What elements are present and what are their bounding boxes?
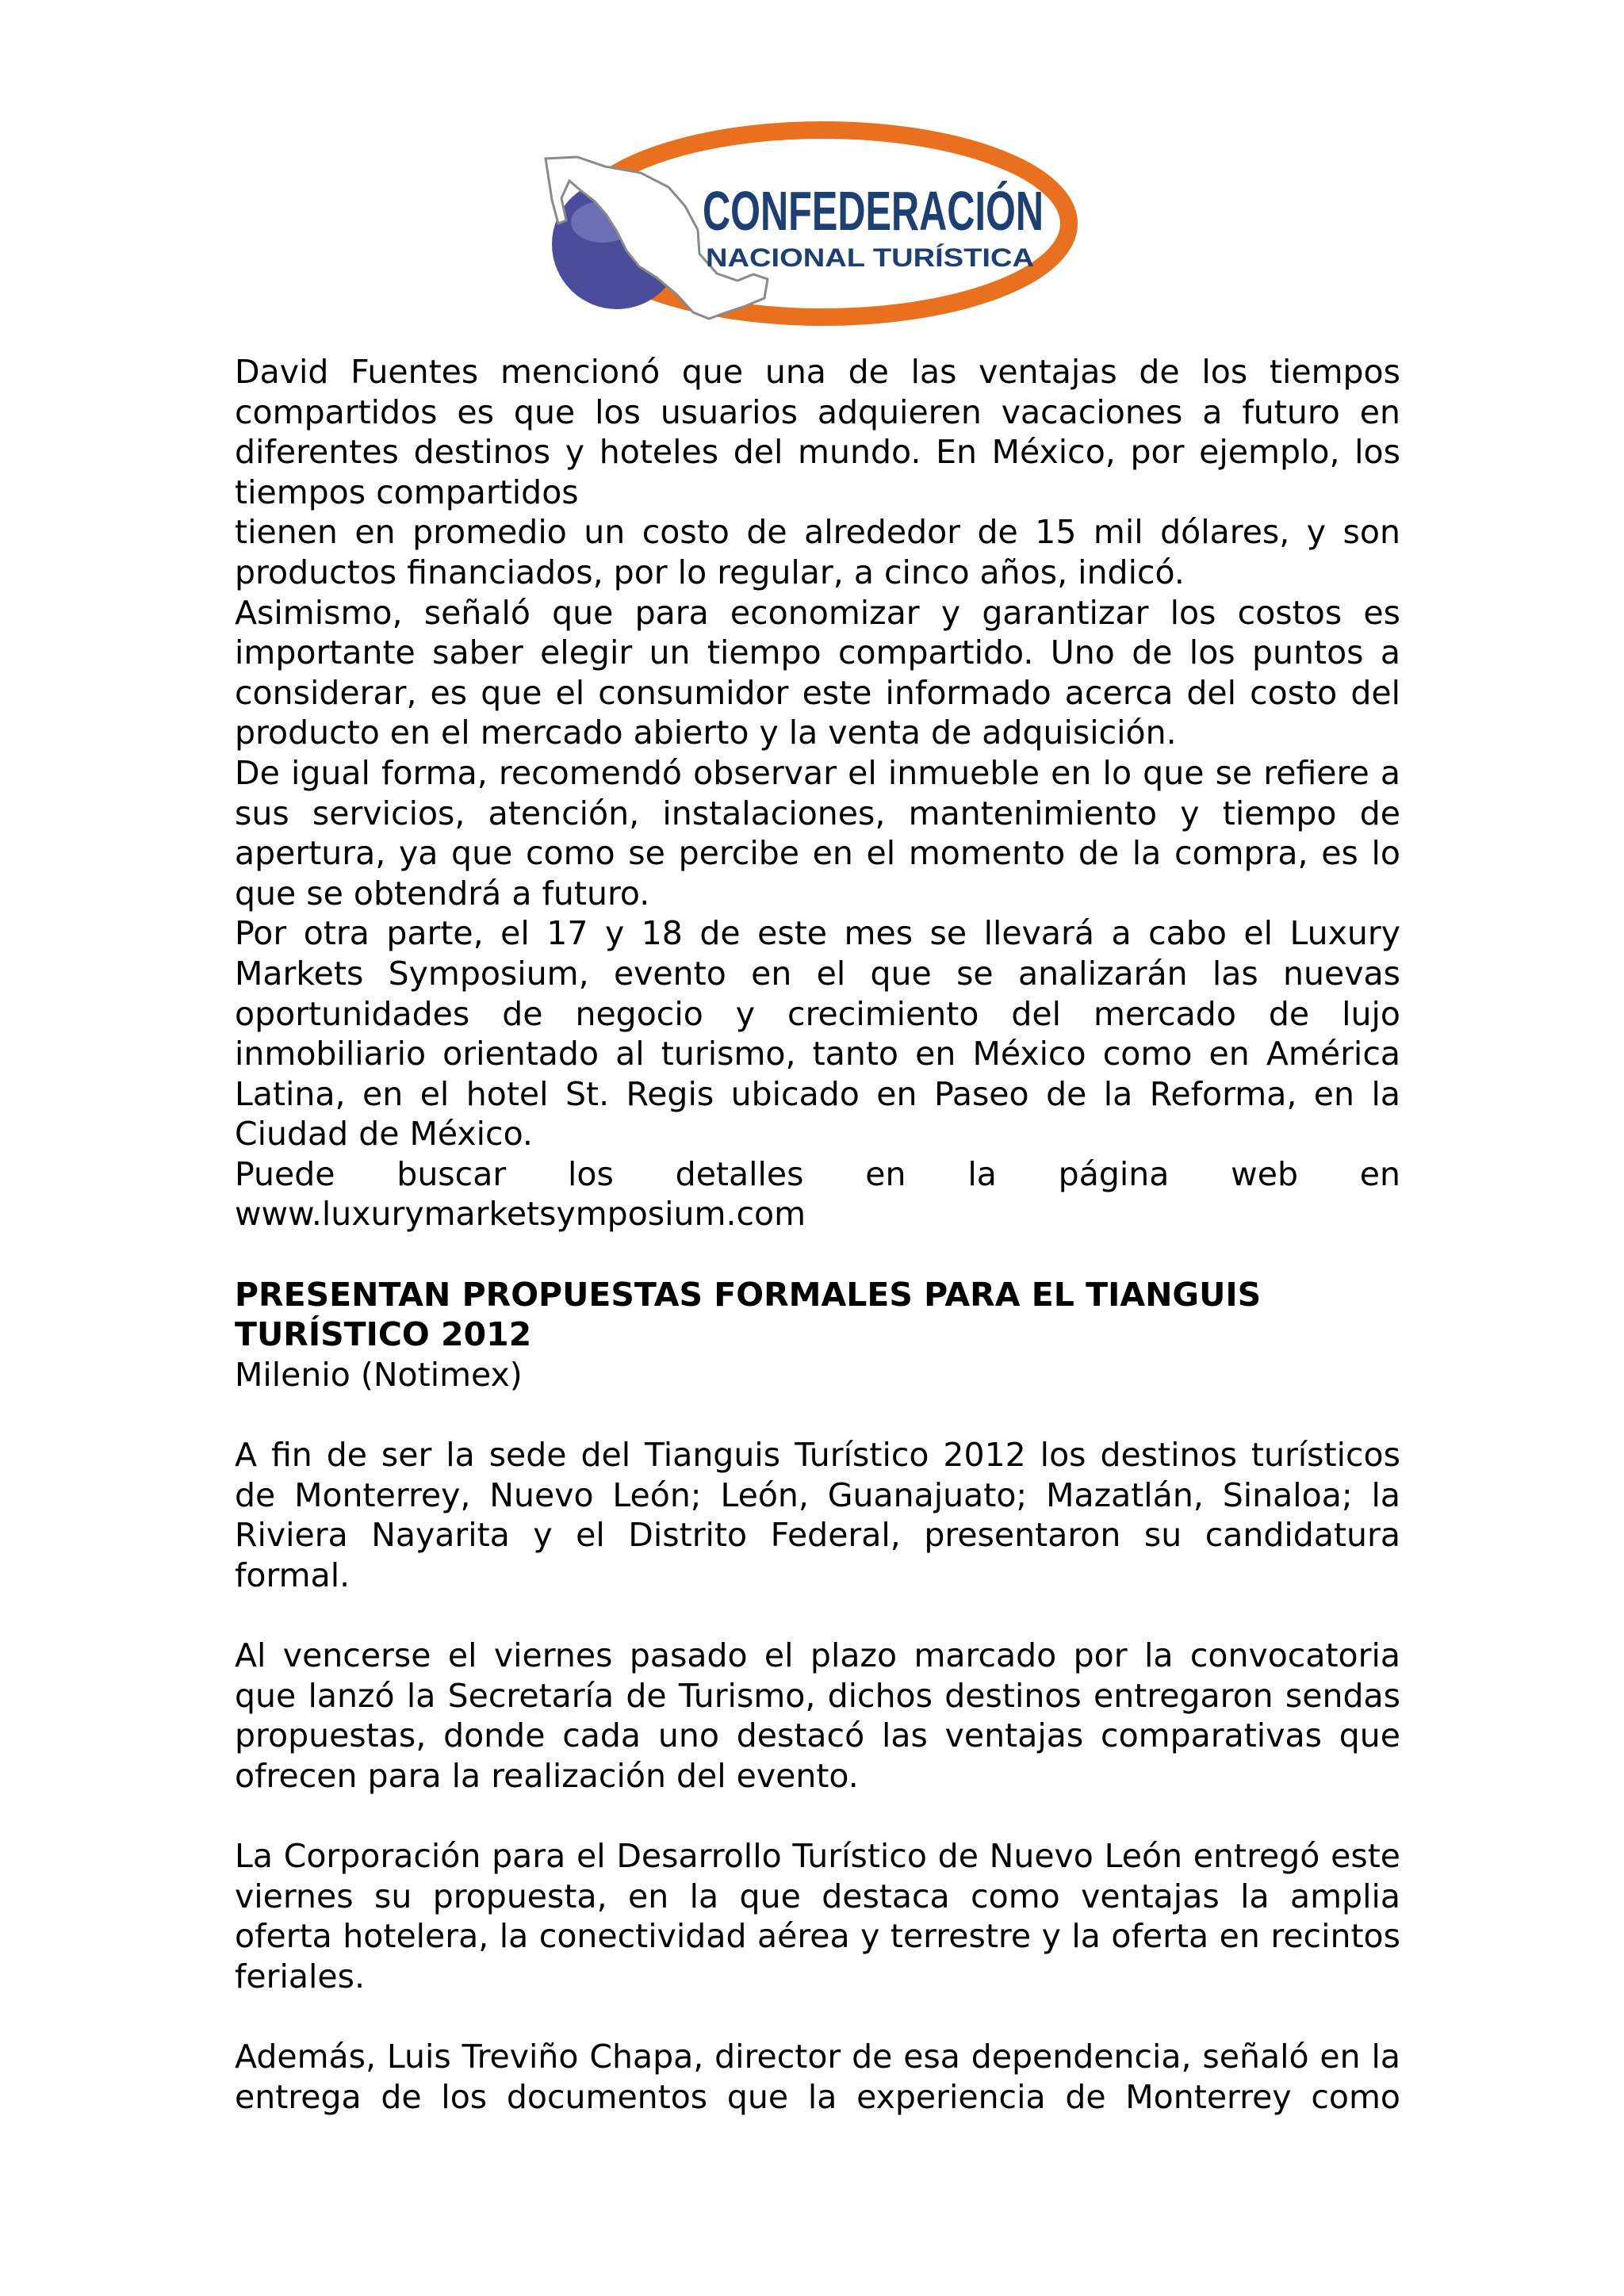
article2-paragraph-3: La Corporación para el Desarrollo Turístico de Nuevo León entregó este viernes su propuesta, en la que destaca como ventajas la amplia oferta hotelera, la conectividad aérea y terrestre y la oferta en recintos feriales. <box>235 1836 1400 1996</box>
article1-paragraph-3: Asimismo, señaló que para economizar y garantizar los costos es importante saber elegir un tiempo compartido. Uno de los puntos a considerar, es que el consumidor este informado acerca del costo del producto en el mercado abierto y la venta de adquisición. <box>235 593 1400 752</box>
document-body <box>235 352 1400 2117</box>
logo-line1: CONFEDERACIÓN <box>703 180 1044 242</box>
article1-paragraph-2: tienen en promedio un costo de alrededor de 15 mil dólares, y son productos financiados, por lo regular, a cinco años, indicó. <box>235 513 1400 591</box>
spacer <box>235 1996 1400 2037</box>
article1-website-link[interactable]: www.luxurymarketsymposium.com <box>235 1195 806 1234</box>
article1-paragraph-1: David Fuentes mencionó que una de las ventajas de los tiempos compartidos es que los usuarios adquieren vacaciones a futuro en diferentes destinos y hoteles del mundo. En México, por ejemplo, los tiempos compartidos <box>235 353 1400 511</box>
article1-paragraph-5: Por otra parte, el 17 y 18 de este mes se llevará a cabo el Luxury Markets Symposium, evento en el que se analizarán las nuevas oportunidades de negocio y crecimiento del mercado de lujo inmobiliario orientado al turismo, tanto en México como en América Latina, en el hotel St. Regis ubicado en Paseo de la Reforma, en la Ciudad de México. <box>235 914 1400 1154</box>
confederacion-logo <box>530 111 1085 349</box>
article2-paragraph-1: A fin de ser la sede del Tianguis Turístico 2012 los destinos turísticos de Monterrey, Nuevo León; León, Guanajuato; Mazatlán, Sinaloa; la Riviera Nayarita y el Distrito Federal, presentaron su candidatura formal. <box>235 1436 1400 1594</box>
spacer <box>235 1796 1400 1836</box>
article2-paragraph-2: Al vencerse el viernes pasado el plazo marcado por la convocatoria que lanzó la Secretaría de Turismo, dichos destinos entregaron sendas propuestas, donde cada uno destacó las ventajas comparativas que ofrecen para la realización del evento. <box>235 1636 1400 1795</box>
article2-source: Milenio (Notimex) <box>235 1355 523 1394</box>
spacer <box>235 1395 1400 1435</box>
article2-headline-line1: PRESENTAN PROPUESTAS FORMALES PARA EL TIANGUIS <box>235 1275 1262 1314</box>
logo-graphic <box>530 111 1085 349</box>
logo-line2: NACIONAL TURÍSTICA <box>706 243 1034 272</box>
spacer <box>235 1234 1400 1275</box>
article1-paragraph-4: De igual forma, recomendó observar el inmueble en lo que se refiere a sus servicios, atención, instalaciones, mantenimiento y tiempo de apertura, ya que como se percibe en el momento de la compra, es lo que se obtendrá a futuro. <box>235 753 1400 913</box>
article2-headline-line2: TURÍSTICO 2012 <box>235 1315 532 1354</box>
article2-paragraph-4: Además, Luis Treviño Chapa, director de esa dependencia, señaló en la entrega de los documentos que la experiencia de Monterrey como <box>235 2037 1400 2116</box>
spacer <box>235 1595 1400 1636</box>
article1-paragraph-6-line1: Puede buscar los detalles en la página web en <box>235 1154 1400 1193</box>
